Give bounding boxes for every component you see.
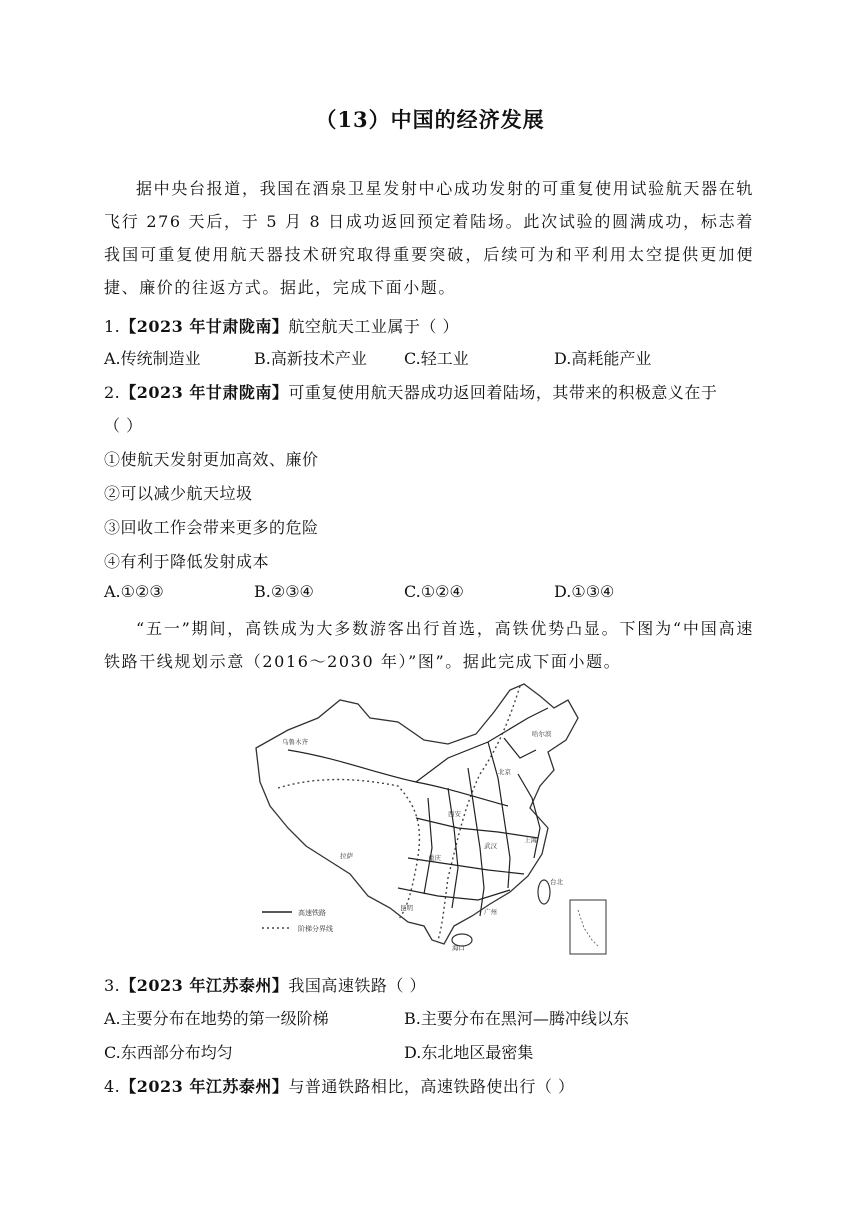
label-shanghai: 上海 [524,836,537,844]
legend-step-label: 阶梯分界线 [298,925,333,933]
label-beijing: 北京 [498,768,511,776]
label-xian: 西安 [448,810,461,818]
label-haikou: 海口 [452,944,465,952]
q2-option-c: C.①②④ [404,582,464,601]
q2-statement-2: ②可以减少航天垃圾 [104,484,253,503]
legend-rail-label: 高速铁路 [298,909,326,917]
q2-statement-4: ④有利于降低发射成本 [104,552,270,571]
question-3-text: 我国高速铁路（ ） [288,976,426,995]
passage-high-speed-rail: “五一”期间，高铁成为大多数游客出行首选，高铁优势凸显。下图为“中国高速铁路干线规划示意（2016～2030 年）”图”。据此完成下面小题。 [104,619,754,671]
question-2-text: 可重复使用航天器成功返回着陆场，其带来的积极意义在于 [288,383,718,402]
label-urumqi: 乌鲁木齐 [282,738,308,746]
question-4-stem [104,1074,574,1097]
china-outline [256,684,578,944]
q2-option-a: A.①②③ [104,582,164,601]
q3-option-c: C.东西部分布均匀 [104,1043,233,1062]
q1-option-a: A.传统制造业 [104,349,201,368]
question-4-number: 4. [104,1077,121,1096]
question-3-source: 【2023 年江苏泰州】 [120,976,289,995]
question-3-number: 3. [104,976,121,995]
q1-option-d: D.高耗能产业 [554,349,652,368]
q2-option-d: D.①③④ [554,582,615,601]
q2-option-b: B.②③④ [254,582,314,601]
question-1-stem [104,314,459,337]
page-title: （13）中国的经济发展 [315,107,545,132]
question-2-parens: （ ） [104,416,143,435]
q3-option-d: D.东北地区最密集 [404,1043,534,1062]
rail-network [288,708,548,916]
label-chongqing: 重庆 [428,854,441,862]
question-2-source: 【2023 年甘肃陇南】 [120,383,289,402]
passage-spacecraft: 据中央台报道，我国在酒泉卫星发射中心成功发射的可重复使用试验航天器在轨飞行 276 天后，于 5 月 8 日成功返回预定着陆场。此次试验的圆满成功，标志着我国可重复使用航天器技术研究取得重要突破，后续可为和平利用太空提供更加便捷、廉价的往返方式。据此，完成下面小题。 [104,179,754,297]
taiwan-island [538,880,550,904]
label-harbin: 哈尔滨 [532,730,552,738]
label-taipei: 台北 [550,878,563,886]
map-legend [262,908,333,933]
label-guangzhou: 广州 [484,908,497,916]
south-sea-inset [570,900,606,954]
q2-statement-3: ③回收工作会带来更多的危险 [104,518,319,537]
q1-option-b: B.高新技术产业 [254,349,367,368]
q1-option-c: C.轻工业 [404,349,469,368]
step-boundary-1 [278,780,419,921]
question-1-number: 1. [104,317,121,336]
question-4-text: 与普通铁路相比，高速铁路使出行（ ） [288,1077,575,1096]
question-1-source: 【2023 年甘肃陇南】 [120,317,289,336]
question-4-source: 【2023 年江苏泰州】 [120,1077,289,1096]
q2-statement-1: ①使航天发射更加高效、廉价 [104,450,319,469]
q3-option-b: B.主要分布在黑河—腾冲线以东 [404,1009,629,1028]
label-kunming: 昆明 [400,904,413,912]
question-2-number: 2. [104,383,121,402]
label-lhasa: 拉萨 [340,852,353,860]
question-1-text: 航空航天工业属于（ ） [288,317,459,336]
question-2-stem [104,380,717,403]
label-wuhan: 武汉 [484,842,497,850]
q3-option-a: A.主要分布在地势的第一级阶梯 [104,1009,329,1028]
china-rail-map [248,678,618,960]
question-3-stem [104,973,426,996]
